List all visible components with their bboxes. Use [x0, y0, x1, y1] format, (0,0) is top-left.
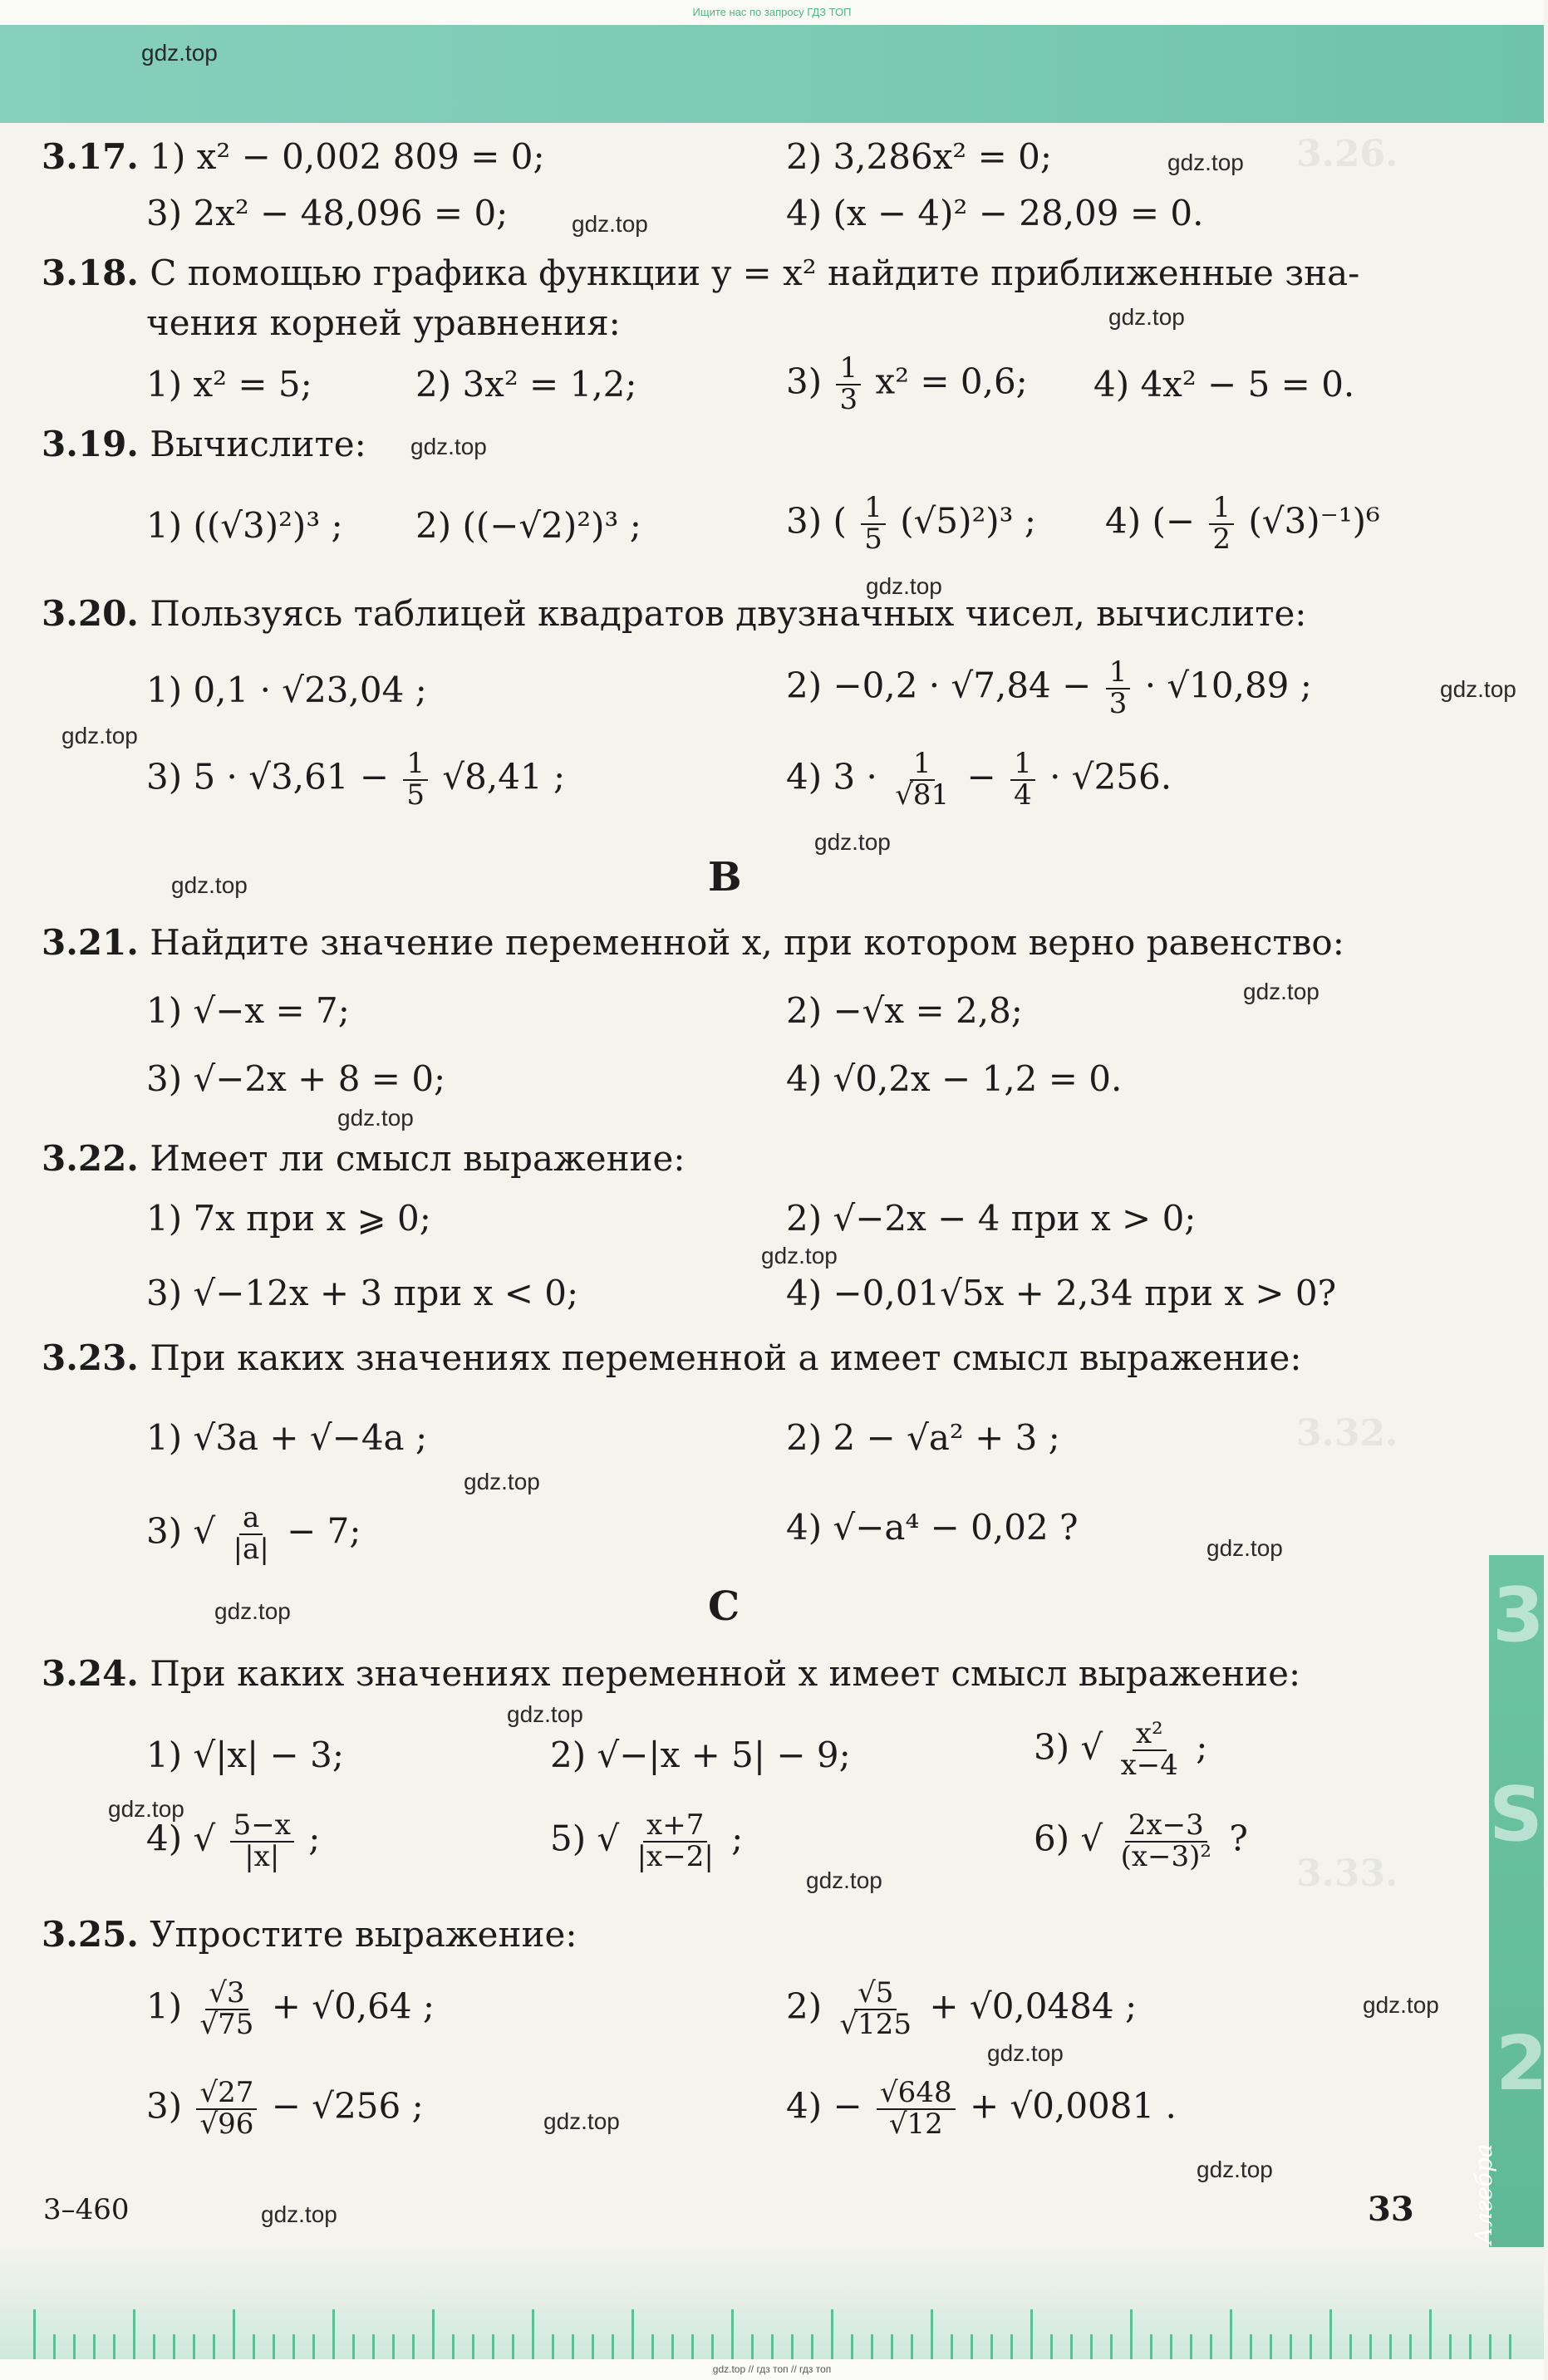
- ruler-decoration: [0, 2247, 1544, 2359]
- expression: 4) √0,2x − 1,2 = 0.: [786, 1058, 1123, 1099]
- ruler-tick: [1090, 2334, 1093, 2359]
- ruler-tick: [572, 2334, 574, 2359]
- statement-text: С помощью графика функции y = x² найдите приближенные зна-: [150, 253, 1360, 293]
- expression: 2) 2 − √a² + 3 ;: [786, 1417, 1060, 1458]
- bottom-banner: gdz.top // гдз топ // гдз топ: [0, 2359, 1544, 2380]
- ruler-tick: [711, 2334, 714, 2359]
- ruler-tick: [671, 2334, 674, 2359]
- ruler-tick: [492, 2334, 494, 2359]
- ruler-tick: [1429, 2309, 1432, 2359]
- ruler-tick: [173, 2334, 175, 2359]
- expression: 2) ((−√2)²)³ ;: [415, 505, 641, 546]
- watermark: gdz.top: [1197, 2157, 1273, 2182]
- watermark: gdz.top: [866, 573, 942, 599]
- ruler-tick: [1010, 2334, 1013, 2359]
- watermark: gdz.top: [1440, 676, 1516, 702]
- expression: 5) √ $\frac{x+7}{|x-2|}$ ;: [550, 1808, 744, 1873]
- ghost-text: 3.26.: [1296, 133, 1398, 175]
- fraction: $\frac{1}{5}$: [861, 493, 886, 554]
- expression: 4) −0,01√5x + 2,34 при x > 0?: [786, 1273, 1337, 1313]
- ruler-tick: [1250, 2334, 1252, 2359]
- expression: 3) ( $\frac{1}{5}$ (√5)²)³ ;: [786, 491, 1037, 556]
- expression: 1) 0,1 · √23,04 ;: [146, 670, 427, 710]
- problem-number: 3.17.: [42, 136, 139, 177]
- ruler-tick: [691, 2334, 694, 2359]
- ruler-tick: [73, 2334, 76, 2359]
- ruler-tick: [1489, 2334, 1491, 2359]
- ruler-tick: [93, 2334, 96, 2359]
- expression: 6) √ $\frac{2x-3}{\text{(x−3)²}}$ ?: [1034, 1808, 1248, 1873]
- watermark: gdz.top: [464, 1469, 540, 1494]
- ruler-tick: [1509, 2334, 1511, 2359]
- problem-number: 3.19.: [42, 424, 139, 464]
- ruler-tick: [651, 2334, 654, 2359]
- ruler-tick: [213, 2334, 215, 2359]
- expression: 1) x² = 5;: [146, 364, 312, 405]
- ruler-tick: [133, 2309, 135, 2359]
- problem-number: 3.20.: [42, 593, 139, 634]
- watermark: gdz.top: [261, 2201, 337, 2227]
- expression: 1) x² − 0,002 809 = 0;: [150, 136, 545, 177]
- ruler-tick: [851, 2334, 853, 2359]
- watermark: gdz.top: [171, 872, 248, 898]
- problem-3-20-statement: [42, 595, 1306, 633]
- ruler-tick: [1310, 2334, 1312, 2359]
- ruler-tick: [1349, 2334, 1352, 2359]
- expression: 3) 5 · √3,61 − $\frac{1}{5}$ √8,41 ;: [146, 747, 566, 812]
- expression: 1) ((√3)²)³ ;: [146, 505, 343, 546]
- problem-number: 3.24.: [42, 1653, 139, 1694]
- expression: 2) $\frac{√5}{√125}$ + √0,0484 ;: [786, 1976, 1138, 2041]
- watermark: gdz.top: [337, 1105, 414, 1131]
- fraction: $\frac{1}{2}$: [1209, 493, 1234, 554]
- ruler-tick: [312, 2334, 315, 2359]
- ruler-tick: [372, 2334, 375, 2359]
- ruler-tick: [273, 2334, 275, 2359]
- expression: 3) √ $\frac{\text{x²}}{x-4}$ ;: [1034, 1717, 1208, 1782]
- ruler-tick: [1210, 2334, 1212, 2359]
- side-tab-label: Алгебра: [1470, 2143, 1497, 2245]
- page-number: 33: [1368, 2190, 1414, 2229]
- ruler-tick: [811, 2334, 813, 2359]
- expression: 4) (− $\frac{1}{2}$ (√3)⁻¹)⁶: [1105, 491, 1380, 556]
- ruler-tick: [891, 2334, 893, 2359]
- watermark: gdz.top: [1363, 1992, 1439, 2018]
- ruler-tick: [512, 2334, 514, 2359]
- problem-3-25-statement: [42, 1916, 577, 1954]
- expression: 3) 2x² − 48,096 = 0;: [146, 193, 509, 233]
- ruler-tick: [1130, 2309, 1133, 2359]
- watermark: gdz.top: [543, 2108, 620, 2134]
- problem-3-24-statement: [42, 1655, 1300, 1693]
- ruler-tick: [1070, 2334, 1073, 2359]
- expression: 1) 7x при x ⩾ 0;: [146, 1198, 431, 1239]
- watermark: gdz.top: [410, 434, 487, 459]
- problem-3-19-statement: [42, 425, 366, 464]
- ruler-tick: [472, 2334, 474, 2359]
- problem-number: 3.23.: [42, 1337, 139, 1378]
- ruler-tick: [911, 2334, 913, 2359]
- watermark: gdz.top: [1243, 979, 1319, 1004]
- ruler-tick: [253, 2334, 255, 2359]
- expression: 3) $\frac{√27}{√96}$ − √256 ;: [146, 2076, 424, 2141]
- watermark: gdz.top: [108, 1796, 184, 1822]
- ruler-tick: [412, 2334, 415, 2359]
- expression: 2) −√x = 2,8;: [786, 990, 1023, 1031]
- watermark: gdz.top: [141, 40, 218, 66]
- expression: 2) 3x² = 1,2;: [415, 364, 637, 405]
- watermark: gdz.top: [214, 1598, 291, 1624]
- watermark: gdz.top: [806, 1867, 882, 1893]
- statement-text: Пользуясь таблицей квадратов двузначных чисел, вычислите:: [150, 593, 1307, 634]
- fraction: $\frac{√27}{√96}$: [196, 2078, 257, 2139]
- ruler-tick: [951, 2334, 953, 2359]
- problem-3-23-statement: [42, 1339, 1302, 1377]
- ruler-tick: [1030, 2309, 1033, 2359]
- ruler-tick: [193, 2334, 195, 2359]
- fraction: $\frac{x+7}{|x-2|}$: [636, 1808, 714, 1873]
- ruler-tick: [33, 2309, 36, 2359]
- ruler-tick: [292, 2334, 295, 2359]
- header-band: [0, 25, 1544, 123]
- expression: 2) −0,2 · √7,84 − $\frac{1}{3}$ · √10,89 ;: [786, 655, 1312, 720]
- expression: 4) (x − 4)² − 28,09 = 0.: [786, 193, 1204, 233]
- ruler-tick: [432, 2309, 435, 2359]
- ghost-text: 3.33.: [1296, 1852, 1398, 1895]
- ruler-tick: [53, 2334, 56, 2359]
- ruler-tick: [392, 2334, 395, 2359]
- side-tab: 3 S 2 Алгебра: [1489, 1555, 1544, 2278]
- watermark: gdz.top: [1108, 304, 1185, 330]
- watermark: gdz.top: [1167, 150, 1244, 175]
- top-banner: Ищите нас по запросу ГДЗ ТОП: [0, 0, 1544, 25]
- expression: 1) √3a + √−4a ;: [146, 1417, 428, 1458]
- statement-text: При каких значениях переменной x имеет смысл выражение:: [150, 1653, 1301, 1694]
- fraction: $\frac{√5}{√125}$: [839, 1976, 912, 2041]
- ruler-tick: [1190, 2334, 1192, 2359]
- expression: 2) 3,286x² = 0;: [786, 136, 1052, 177]
- section-heading-c: C: [708, 1583, 740, 1630]
- expression: 1) √−x = 7;: [146, 990, 350, 1031]
- ruler-tick: [612, 2334, 614, 2359]
- ruler-tick: [1469, 2334, 1472, 2359]
- expression: 1) √|x| − 3;: [146, 1735, 344, 1775]
- fraction: $\frac{2x-3}{\text{(x−3)²}}$: [1120, 1808, 1212, 1873]
- expression: 3) √−2x + 8 = 0;: [146, 1058, 446, 1099]
- problem-3-22-statement: [42, 1140, 686, 1178]
- statement-text: Упростите выражение:: [150, 1914, 577, 1955]
- ghost-text: 3.32.: [1296, 1412, 1398, 1455]
- watermark: gdz.top: [987, 2040, 1064, 2066]
- watermark: gdz.top: [507, 1701, 583, 1727]
- ruler-tick: [592, 2334, 594, 2359]
- problem-3-17-line-1: [42, 138, 545, 176]
- ruler-tick: [1110, 2334, 1113, 2359]
- expression: 2) √−2x − 4 при x > 0;: [786, 1198, 1197, 1239]
- ruler-tick: [352, 2334, 355, 2359]
- ruler-tick: [1270, 2334, 1272, 2359]
- problem-number: 3.18.: [42, 253, 139, 293]
- statement-text: чения корней уравнения:: [146, 302, 621, 343]
- statement-text: При каких значениях переменной a имеет смысл выражение:: [150, 1337, 1302, 1378]
- ruler-tick: [751, 2334, 754, 2359]
- ruler-tick: [731, 2309, 734, 2359]
- watermark: gdz.top: [814, 829, 891, 855]
- statement-text: Найдите значение переменной x, при котором верно равенство:: [150, 922, 1344, 963]
- expression: 4) − $\frac{√648}{√12}$ + √0,0081 .: [786, 2076, 1177, 2141]
- ruler-tick: [1449, 2334, 1452, 2359]
- fraction: $\frac{√648}{√12}$: [877, 2078, 956, 2139]
- expression: 1) $\frac{√3}{√75}$ + √0,64 ;: [146, 1976, 435, 2041]
- ruler-tick: [452, 2334, 455, 2359]
- fraction: $\frac{1}{5}$: [403, 749, 428, 810]
- ruler-tick: [1409, 2334, 1412, 2359]
- problem-number: 3.22.: [42, 1138, 139, 1179]
- fraction: $\frac{1}{3}$: [1106, 658, 1131, 719]
- ruler-tick: [153, 2334, 155, 2359]
- ruler-tick: [1050, 2334, 1053, 2359]
- ruler-tick: [990, 2334, 993, 2359]
- expression: 4) 4x² − 5 = 0.: [1093, 364, 1355, 405]
- expression: 4) √−a⁴ − 0,02 ?: [786, 1507, 1079, 1548]
- expression: 3) √−12x + 3 при x < 0;: [146, 1273, 579, 1313]
- watermark: gdz.top: [761, 1243, 838, 1269]
- ruler-tick: [771, 2334, 774, 2359]
- problem-3-18-statement: [42, 254, 1359, 292]
- ruler-tick: [1389, 2334, 1392, 2359]
- book-code: 3–460: [43, 2193, 130, 2226]
- watermark: gdz.top: [1206, 1535, 1283, 1561]
- fraction: $\frac{√3}{√75}$: [199, 1976, 254, 2041]
- expression: 3) √ $\frac{a}{|a|}$ − 7;: [146, 1501, 361, 1566]
- watermark: gdz.top: [61, 723, 138, 748]
- statement-text: Вычислите:: [150, 424, 366, 464]
- ruler-tick: [831, 2309, 833, 2359]
- ruler-tick: [1150, 2334, 1152, 2359]
- ruler-tick: [332, 2309, 335, 2359]
- ruler-tick: [552, 2334, 554, 2359]
- ruler-tick: [1329, 2309, 1332, 2359]
- fraction: $\frac{1}{3}$: [836, 354, 861, 415]
- ruler-tick: [931, 2309, 933, 2359]
- fraction: $\frac{1}{√81}$: [895, 747, 950, 812]
- problem-3-21-statement: [42, 924, 1344, 962]
- statement-text: Имеет ли смысл выражение:: [150, 1138, 686, 1179]
- fraction: $\frac{5-x}{|x|}$: [230, 1811, 294, 1872]
- ruler-tick: [971, 2334, 973, 2359]
- expression: 4) √ $\frac{5-x}{|x|}$ ;: [146, 1808, 321, 1873]
- ruler-tick: [1369, 2334, 1372, 2359]
- ruler-tick: [631, 2309, 634, 2359]
- expression: 4) 3 · $\frac{1}{√81}$ − $\frac{1}{4}$ · √256.: [786, 747, 1172, 812]
- ruler-tick: [532, 2309, 534, 2359]
- fraction: $\frac{\text{x²}}{x-4}$: [1120, 1717, 1178, 1782]
- ruler-tick: [233, 2309, 235, 2359]
- expression: 2) √−|x + 5| − 9;: [550, 1735, 851, 1775]
- watermark: gdz.top: [572, 211, 648, 237]
- expression: 3) $\frac{1}{3}$ x² = 0,6;: [786, 351, 1028, 416]
- fraction: $\frac{1}{4}$: [1010, 749, 1035, 810]
- ruler-tick: [1230, 2309, 1232, 2359]
- ruler-tick: [1290, 2334, 1292, 2359]
- ruler-tick: [871, 2334, 873, 2359]
- ruler-tick: [791, 2334, 794, 2359]
- ruler-tick: [1170, 2334, 1172, 2359]
- problem-number: 3.21.: [42, 922, 139, 963]
- fraction: $\frac{a}{|a|}$: [233, 1501, 269, 1566]
- section-heading-b: B: [708, 854, 742, 900]
- ruler-tick: [113, 2334, 115, 2359]
- problem-number: 3.25.: [42, 1914, 139, 1955]
